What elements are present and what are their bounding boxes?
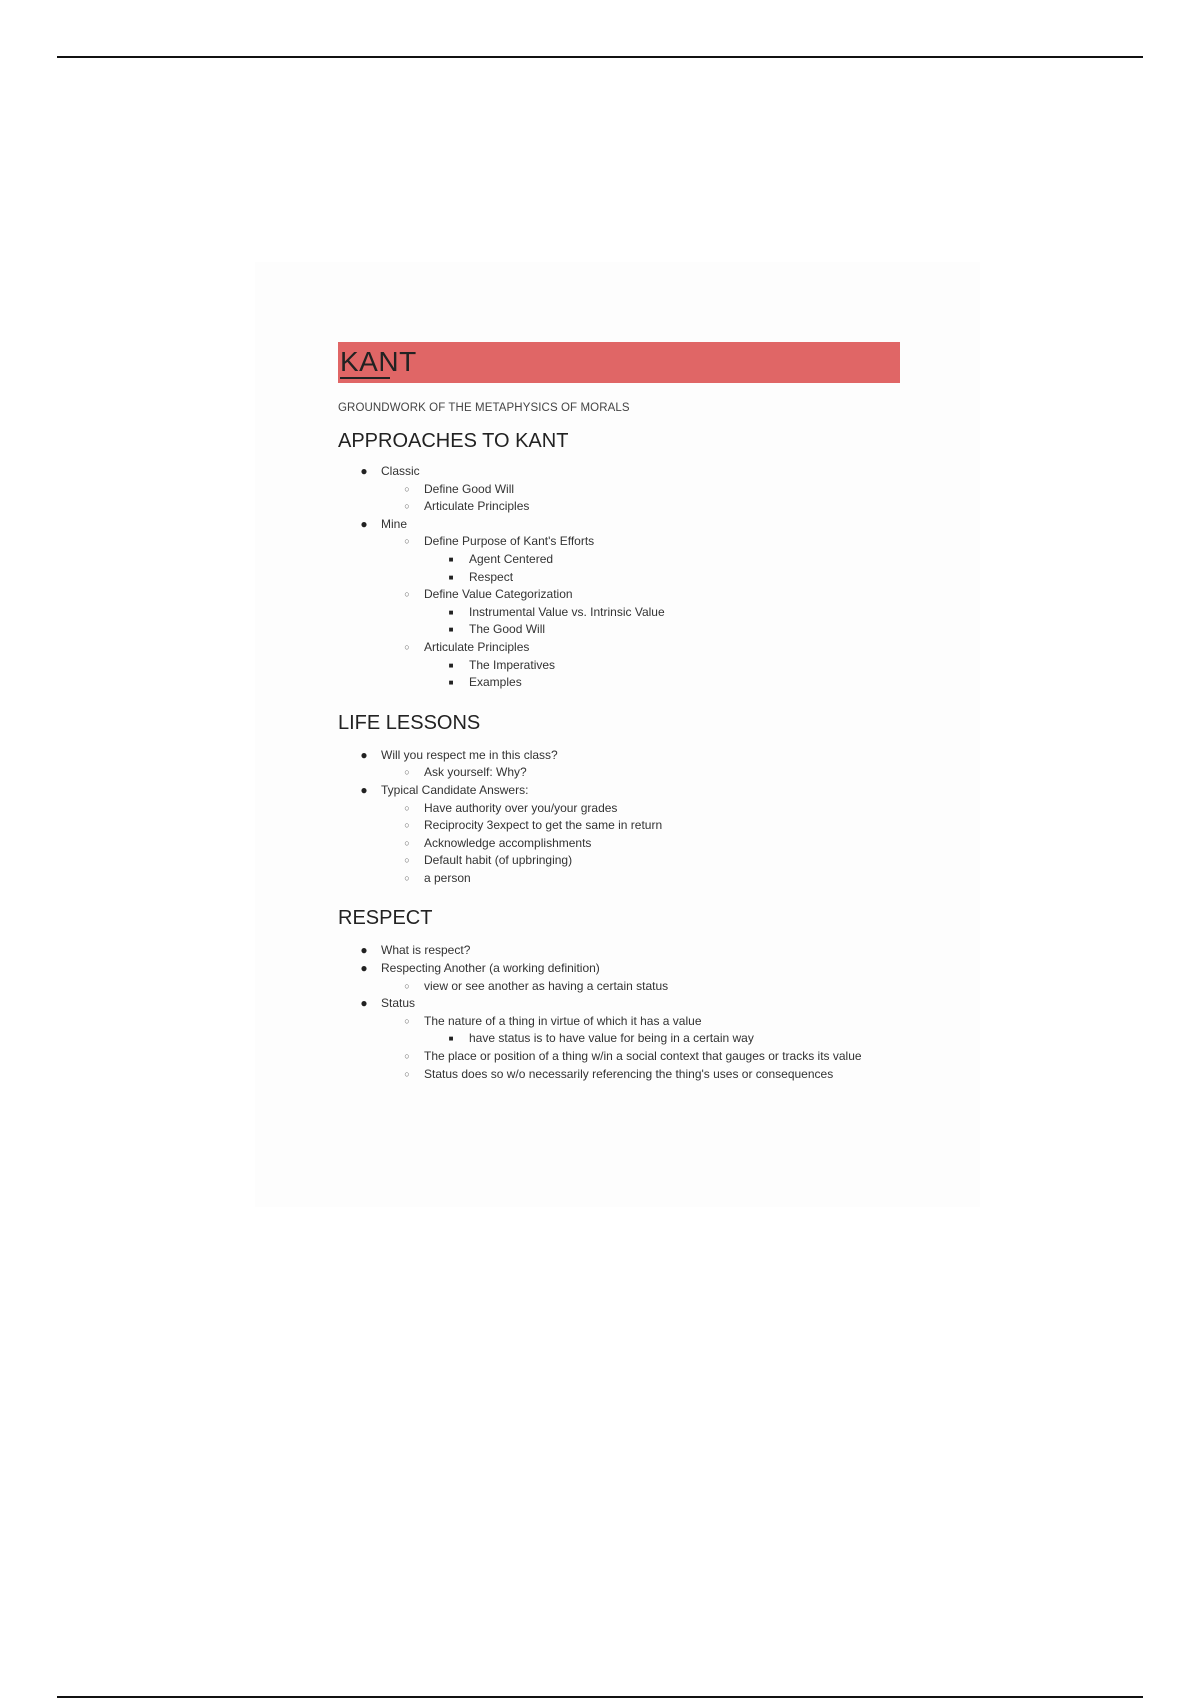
section-approaches: [338, 430, 900, 692]
bullet-icon: ○: [404, 1068, 410, 1079]
bullet-icon: ●: [360, 464, 368, 478]
list-item-text: have status is to have value for being in a certain way: [469, 1031, 754, 1046]
list-item: [338, 657, 900, 675]
list-item-text: Define Purpose of Kant's Efforts: [424, 534, 595, 549]
list-item-text: view or see another as having a certain status: [424, 978, 669, 993]
bullet-icon: ○: [404, 980, 410, 991]
bullet-icon: ■: [448, 625, 454, 635]
bullet-list: [338, 747, 900, 888]
list-item-text: a person: [424, 870, 471, 885]
list-item-text: Reciprocity 3expect to get the same in return: [424, 818, 663, 833]
list-item: [338, 1013, 900, 1031]
bullet-list: [338, 463, 900, 692]
list-item: [338, 852, 900, 870]
bullet-icon: ○: [404, 536, 410, 547]
list-item-text: Examples: [469, 675, 522, 690]
bullet-icon: ■: [448, 660, 454, 670]
bullet-list: [338, 942, 900, 1083]
list-item: [338, 942, 900, 960]
bullet-icon: ■: [448, 554, 454, 564]
list-item: [338, 516, 900, 534]
bullet-icon: ●: [360, 943, 368, 958]
bullet-icon: ●: [360, 996, 368, 1011]
list-item: [338, 1048, 900, 1066]
top-rule: [57, 56, 1143, 58]
list-item-text: Status does so w/o necessarily referencing the thing's uses or consequences: [424, 1066, 834, 1081]
list-item: [338, 586, 900, 604]
bullet-icon: ○: [404, 837, 410, 848]
list-item: [338, 481, 900, 499]
list-item: [338, 1066, 900, 1084]
list-item: [338, 995, 900, 1013]
section-heading: APPROACHES TO KANT: [338, 430, 569, 452]
list-item-text: Mine: [381, 516, 408, 531]
document-content: [338, 342, 900, 1083]
bullet-icon: ■: [448, 1034, 454, 1044]
list-item: [338, 674, 900, 692]
list-item-text: Respecting Another (a working definition): [381, 961, 600, 976]
list-item-text: Default habit (of upbringing): [424, 853, 573, 868]
list-item: [338, 498, 900, 516]
list-item-text: Will you respect me in this class?: [381, 747, 558, 762]
bullet-icon: ●: [360, 782, 368, 797]
bullet-icon: ■: [448, 607, 454, 617]
list-item-text: Articulate Principles: [424, 499, 530, 514]
list-item-text: The Imperatives: [469, 657, 556, 672]
list-item-text: Have authority over you/your grades: [424, 800, 618, 815]
list-item-text: Ask yourself: Why?: [424, 765, 527, 780]
list-item-text: Agent Centered: [469, 551, 554, 566]
list-item: [338, 551, 900, 569]
list-item-text: What is respect?: [381, 943, 471, 958]
list-item-text: Status: [381, 996, 416, 1011]
list-item-text: Define Value Categorization: [424, 587, 573, 602]
title-underline: [340, 377, 390, 379]
bullet-icon: ○: [404, 767, 410, 778]
list-item-text: Articulate Principles: [424, 639, 530, 654]
list-item: [338, 835, 900, 853]
bullet-icon: ○: [404, 1015, 410, 1026]
list-item: [338, 817, 900, 835]
bullet-icon: ○: [404, 483, 410, 494]
list-item: [338, 604, 900, 622]
document-title: KANT: [340, 346, 417, 377]
bullet-icon: ○: [404, 589, 410, 600]
list-item: [338, 764, 900, 782]
bullet-icon: ■: [448, 678, 454, 688]
list-item-text: Respect: [469, 569, 514, 584]
bullet-icon: ●: [360, 961, 368, 976]
list-item: [338, 747, 900, 765]
bullet-icon: ○: [404, 1051, 410, 1062]
bullet-icon: ○: [404, 872, 410, 883]
list-item-text: Instrumental Value vs. Intrinsic Value: [469, 604, 665, 619]
list-item-text: The nature of a thing in virtue of which it has a value: [424, 1013, 702, 1028]
bullet-icon: ●: [360, 747, 368, 762]
section-respect: [338, 907, 900, 1083]
list-item-text: Acknowledge accomplishments: [424, 835, 592, 850]
list-item: [338, 978, 900, 996]
bottom-rule: [57, 1696, 1143, 1698]
list-item: [338, 960, 900, 978]
list-item-text: Typical Candidate Answers:: [381, 782, 529, 797]
list-item: [338, 639, 900, 657]
list-item: [338, 1030, 900, 1048]
list-item-text: Define Good Will: [424, 481, 515, 496]
list-item: [338, 569, 900, 587]
section-heading: RESPECT: [338, 907, 433, 930]
bullet-icon: ○: [404, 820, 410, 831]
section-life-lessons: [338, 712, 900, 888]
list-item-text: The Good Will: [469, 622, 546, 637]
document-subtitle: GROUNDWORK OF THE METAPHYSICS OF MORALS: [338, 402, 630, 414]
list-item: [338, 621, 900, 639]
title-highlight: [338, 342, 900, 383]
bullet-icon: ○: [404, 501, 410, 512]
bullet-icon: ○: [404, 802, 410, 813]
list-item: [338, 870, 900, 888]
bullet-icon: ●: [360, 516, 368, 531]
bullet-icon: ■: [448, 572, 454, 582]
bullet-icon: ○: [404, 855, 410, 866]
list-item-text: The place or position of a thing w/in a social context that gauges or tracks its value: [424, 1049, 862, 1064]
list-item: [338, 533, 900, 551]
list-item: [338, 782, 900, 800]
list-item-text: Classic: [381, 464, 420, 478]
section-heading: LIFE LESSONS: [338, 711, 481, 734]
bullet-icon: ○: [404, 641, 410, 652]
list-item: [338, 800, 900, 818]
list-item: [338, 463, 900, 481]
